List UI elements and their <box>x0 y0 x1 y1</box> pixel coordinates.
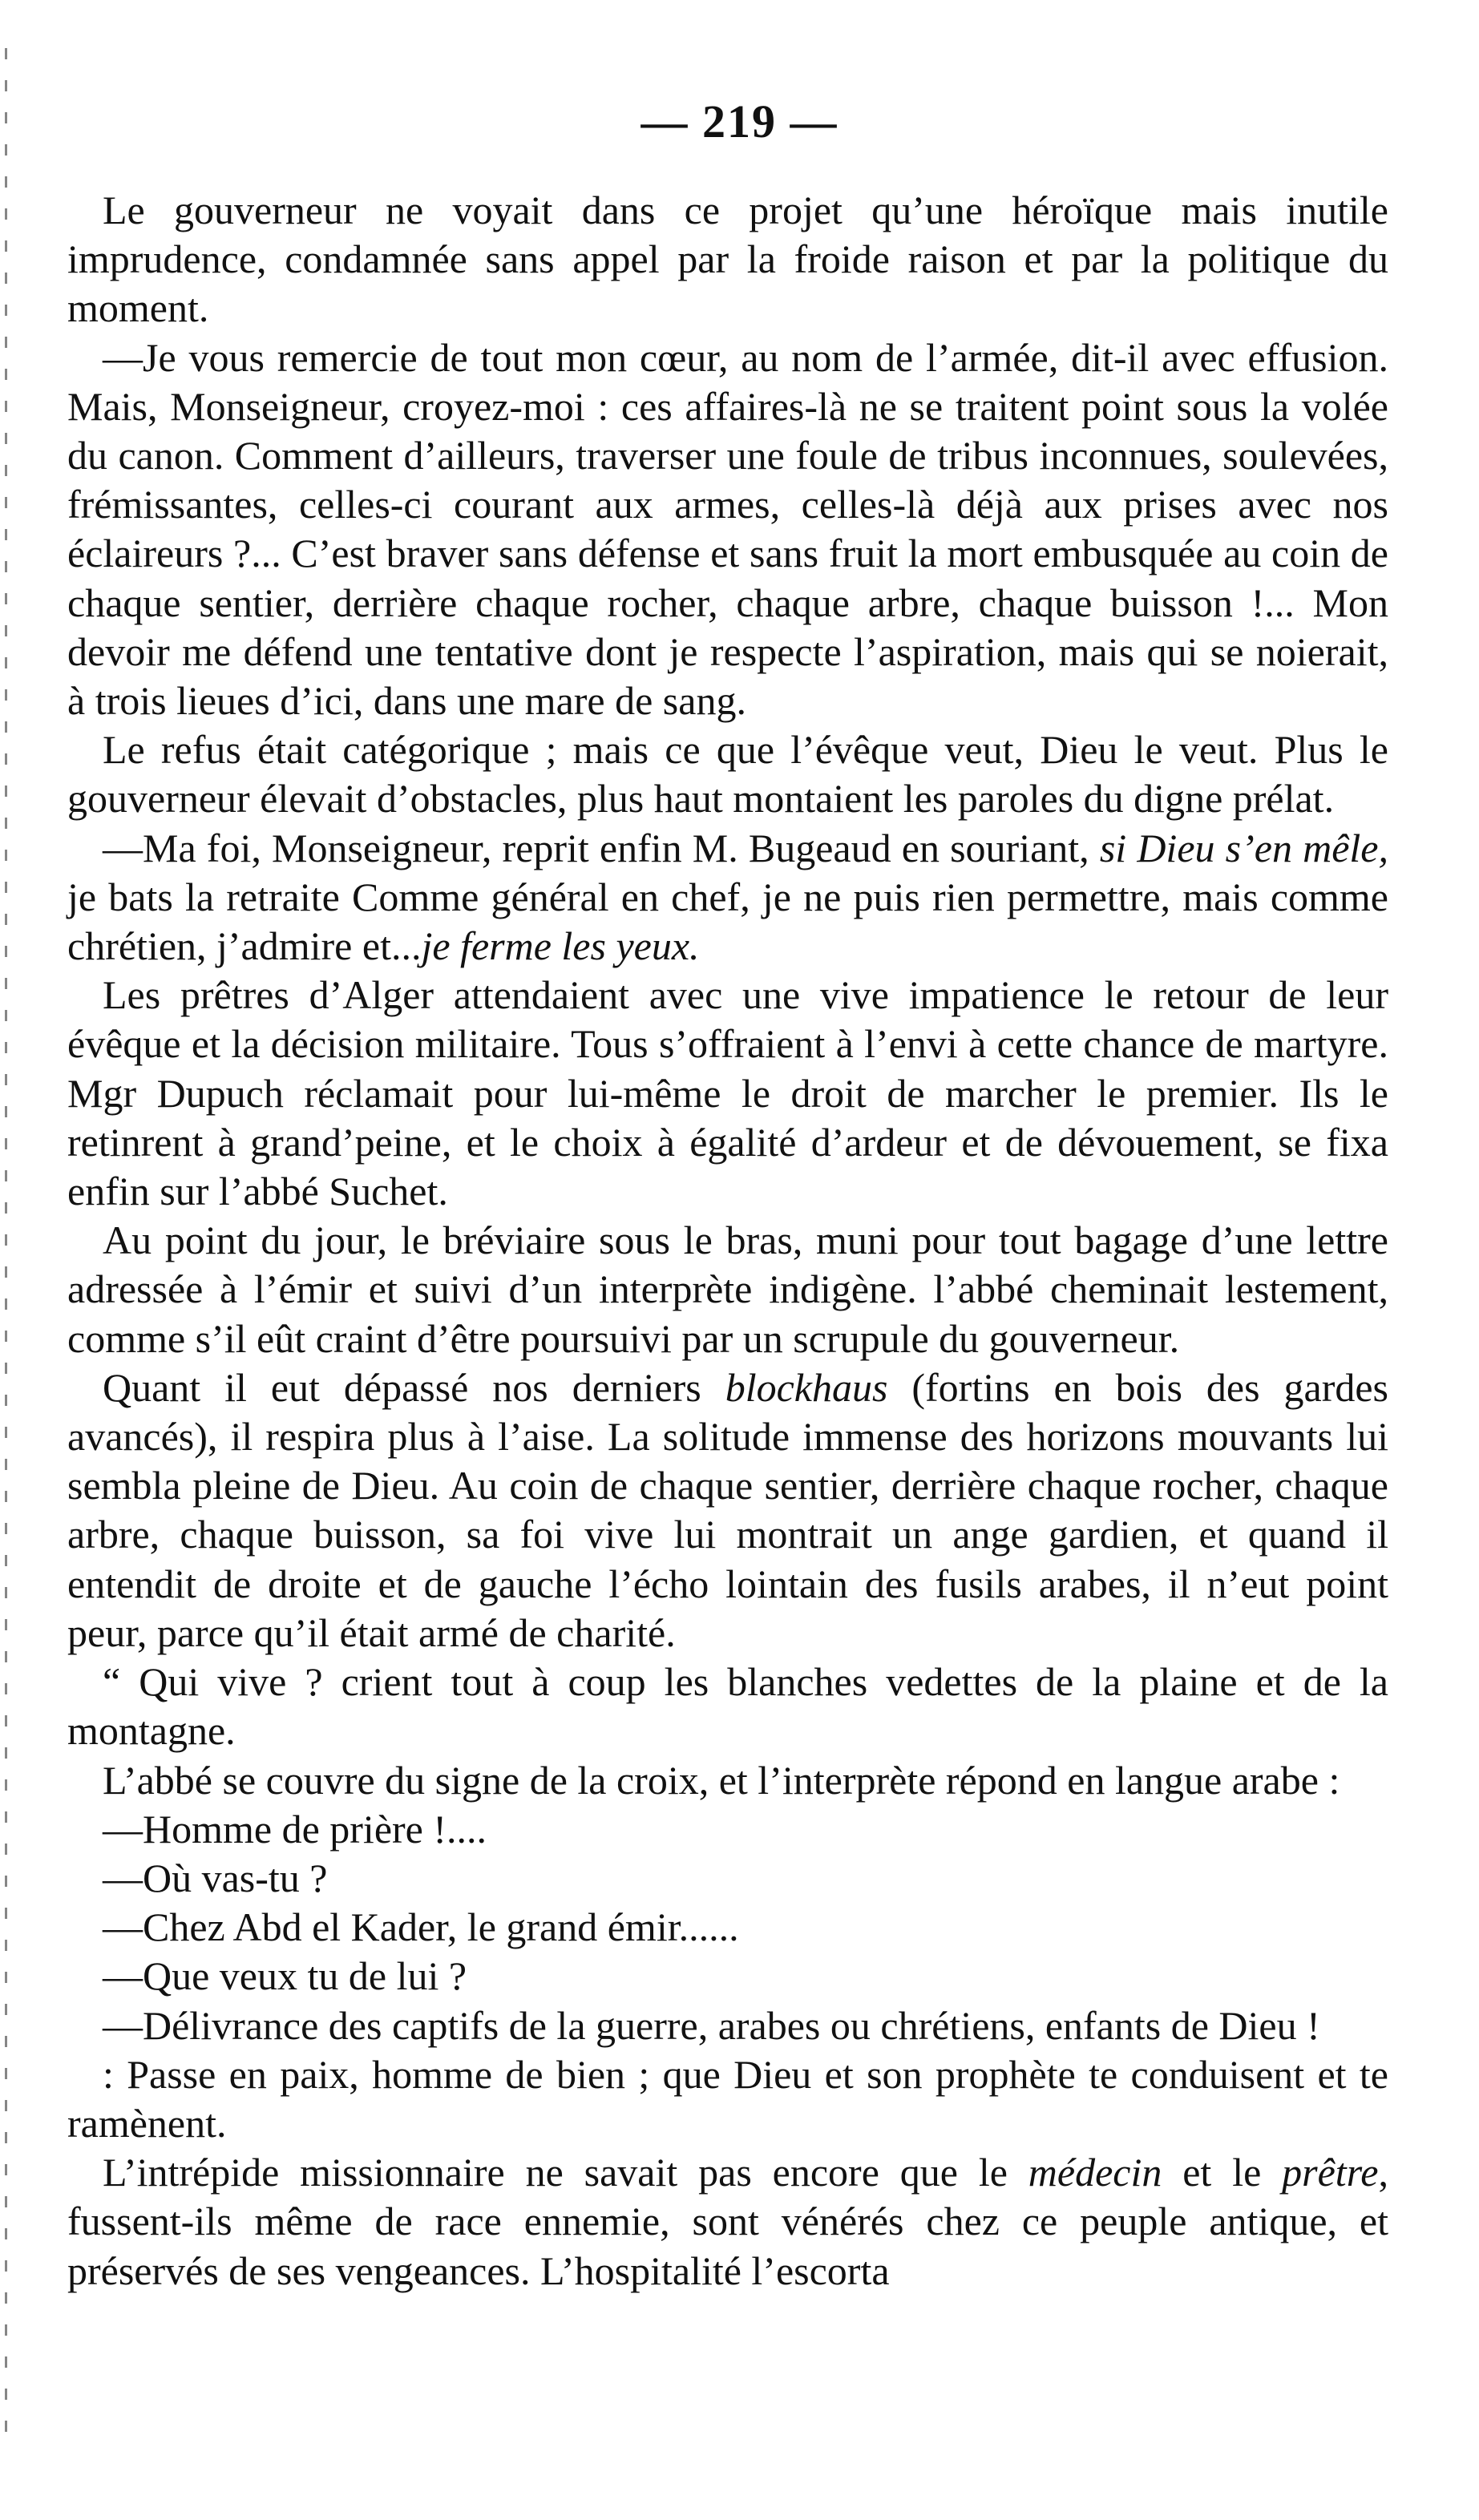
italic-run: médecin <box>1028 2150 1162 2195</box>
text-run: et le <box>1162 2150 1283 2195</box>
dialog-line: —Chez Abd el Kader, le grand émir...... <box>103 1904 739 1950</box>
binding-margin <box>5 48 7 2453</box>
text-run: (fortins en bois des gardes avancés), il respira plus à l’aise. La solitude immense des horizons mouvants lui sembla pleine de Dieu. Au coin de chaque sentier, derrière chaque rocher, chaque arbre, chaque buisson, sa foi vive lui montrait un ange gardien, et quand il entendit de droite et de gauche l’écho lointain des fusils arabes, il n’eut point peur, parce qu’il était armé de charité. <box>67 1364 1388 1655</box>
text-run: , fussent-ils même de race ennemie, sont vénérés chez ce peuple antique, et préservés de ses vengeances. L’hospitalité l’escorta <box>67 2150 1388 2293</box>
dialog-line: —Que veux tu de lui ? <box>103 1953 467 1999</box>
page-number: — 219 — <box>640 95 839 147</box>
italic-run: blockhaus <box>725 1364 888 1410</box>
body-text <box>67 186 1388 2296</box>
paragraph-6: Au point du jour, le bréviaire sous le bras, muni pour tout bagage d’une lettre adressée à l’émir et suivi d’un interprète indigène. l’abbé cheminait lestement, comme s’il eût craint d’être poursuivi par un scrupule du gouverneur. <box>67 1218 1388 1361</box>
paragraph-7 <box>67 1363 1388 1658</box>
text-run: L’intrépide missionnaire ne savait pas encore que le <box>103 2150 1028 2195</box>
text-run: —Ma foi, Monseigneur, reprit enfin M. Bugeaud en souriant, <box>103 825 1100 870</box>
paragraph-3: Le refus était catégorique ; mais ce que l’évêque veut, Dieu le veut. Plus le gouverneur élevait d’obstacles, plus haut montaient les paroles du digne prélat. <box>67 727 1388 822</box>
italic-run: prêtre <box>1282 2150 1379 2195</box>
paragraph-1: Le gouverneur ne voyait dans ce projet qu’une héroïque mais inutile imprudence, condamnée sans appel par la froide raison et par la politique du moment. <box>67 188 1388 331</box>
text-run: je bats la retraite Comme général en chef, je ne puis rien permettre, mais comme chrétien, j’admire et... <box>67 874 1388 969</box>
paragraph-5: Les prêtres d’Alger attendaient avec une vive impatience le retour de leur évêque et la décision militaire. Tous s’offraient à l’envi à cette chance de martyre. Mgr Dupuch réclamait pour lui-même le droit de marcher le premier. Ils le retinrent à grand’peine, et le choix à égalité d’ardeur et de dévouement, se fixa enfin sur l’abbé Suchet. <box>67 972 1388 1214</box>
paragraph-9: L’abbé se couvre du signe de la croix, et l’interprète répond en langue arabe : <box>103 1757 1340 1803</box>
italic-run: je ferme les yeux. <box>421 923 700 969</box>
text-run: Quant il eut dépassé nos derniers <box>103 1364 725 1410</box>
dialog-line: : Passe en paix, homme de bien ; que Dieu et son prophète te conduisent et te ramènent. <box>67 2051 1388 2146</box>
paragraph-2: —Je vous remercie de tout mon cœur, au nom de l’armée, dit-il avec effusion. Mais, Monseigneur, croyez-moi : ces affaires-là ne se traitent point sous la volée du canon. Comment d’ailleurs, traverser une foule de tribus inconnues, soulevées, frémissantes, celles-ci courant aux armes, celles-là déjà aux prises avec nos éclaireurs ?... C’est braver sans défense et sans fruit la mort embusquée au coin de chaque sentier, derrière chaque rocher, chaque arbre, chaque buisson !... Mon devoir me défend une tentative dont je respecte l’aspiration, mais qui se noierait, à trois lieues d’ici, dans une mare de sang. <box>67 334 1388 724</box>
italic-run: si Dieu s’en mêle, <box>1099 825 1388 870</box>
paragraph-last <box>67 2148 1388 2296</box>
paragraph-8: “ Qui vive ? crient tout à coup les blanches vedettes de la plaine et de la montagne. <box>67 1659 1388 1754</box>
paragraph-4 <box>67 824 1388 971</box>
dialog-line: —Homme de prière !.... <box>103 1806 487 1852</box>
dialog-line: —Délivrance des captifs de la guerre, arabes ou chrétiens, enfants de Dieu ! <box>103 2002 1320 2048</box>
dialog-line: —Où vas-tu ? <box>103 1855 328 1900</box>
